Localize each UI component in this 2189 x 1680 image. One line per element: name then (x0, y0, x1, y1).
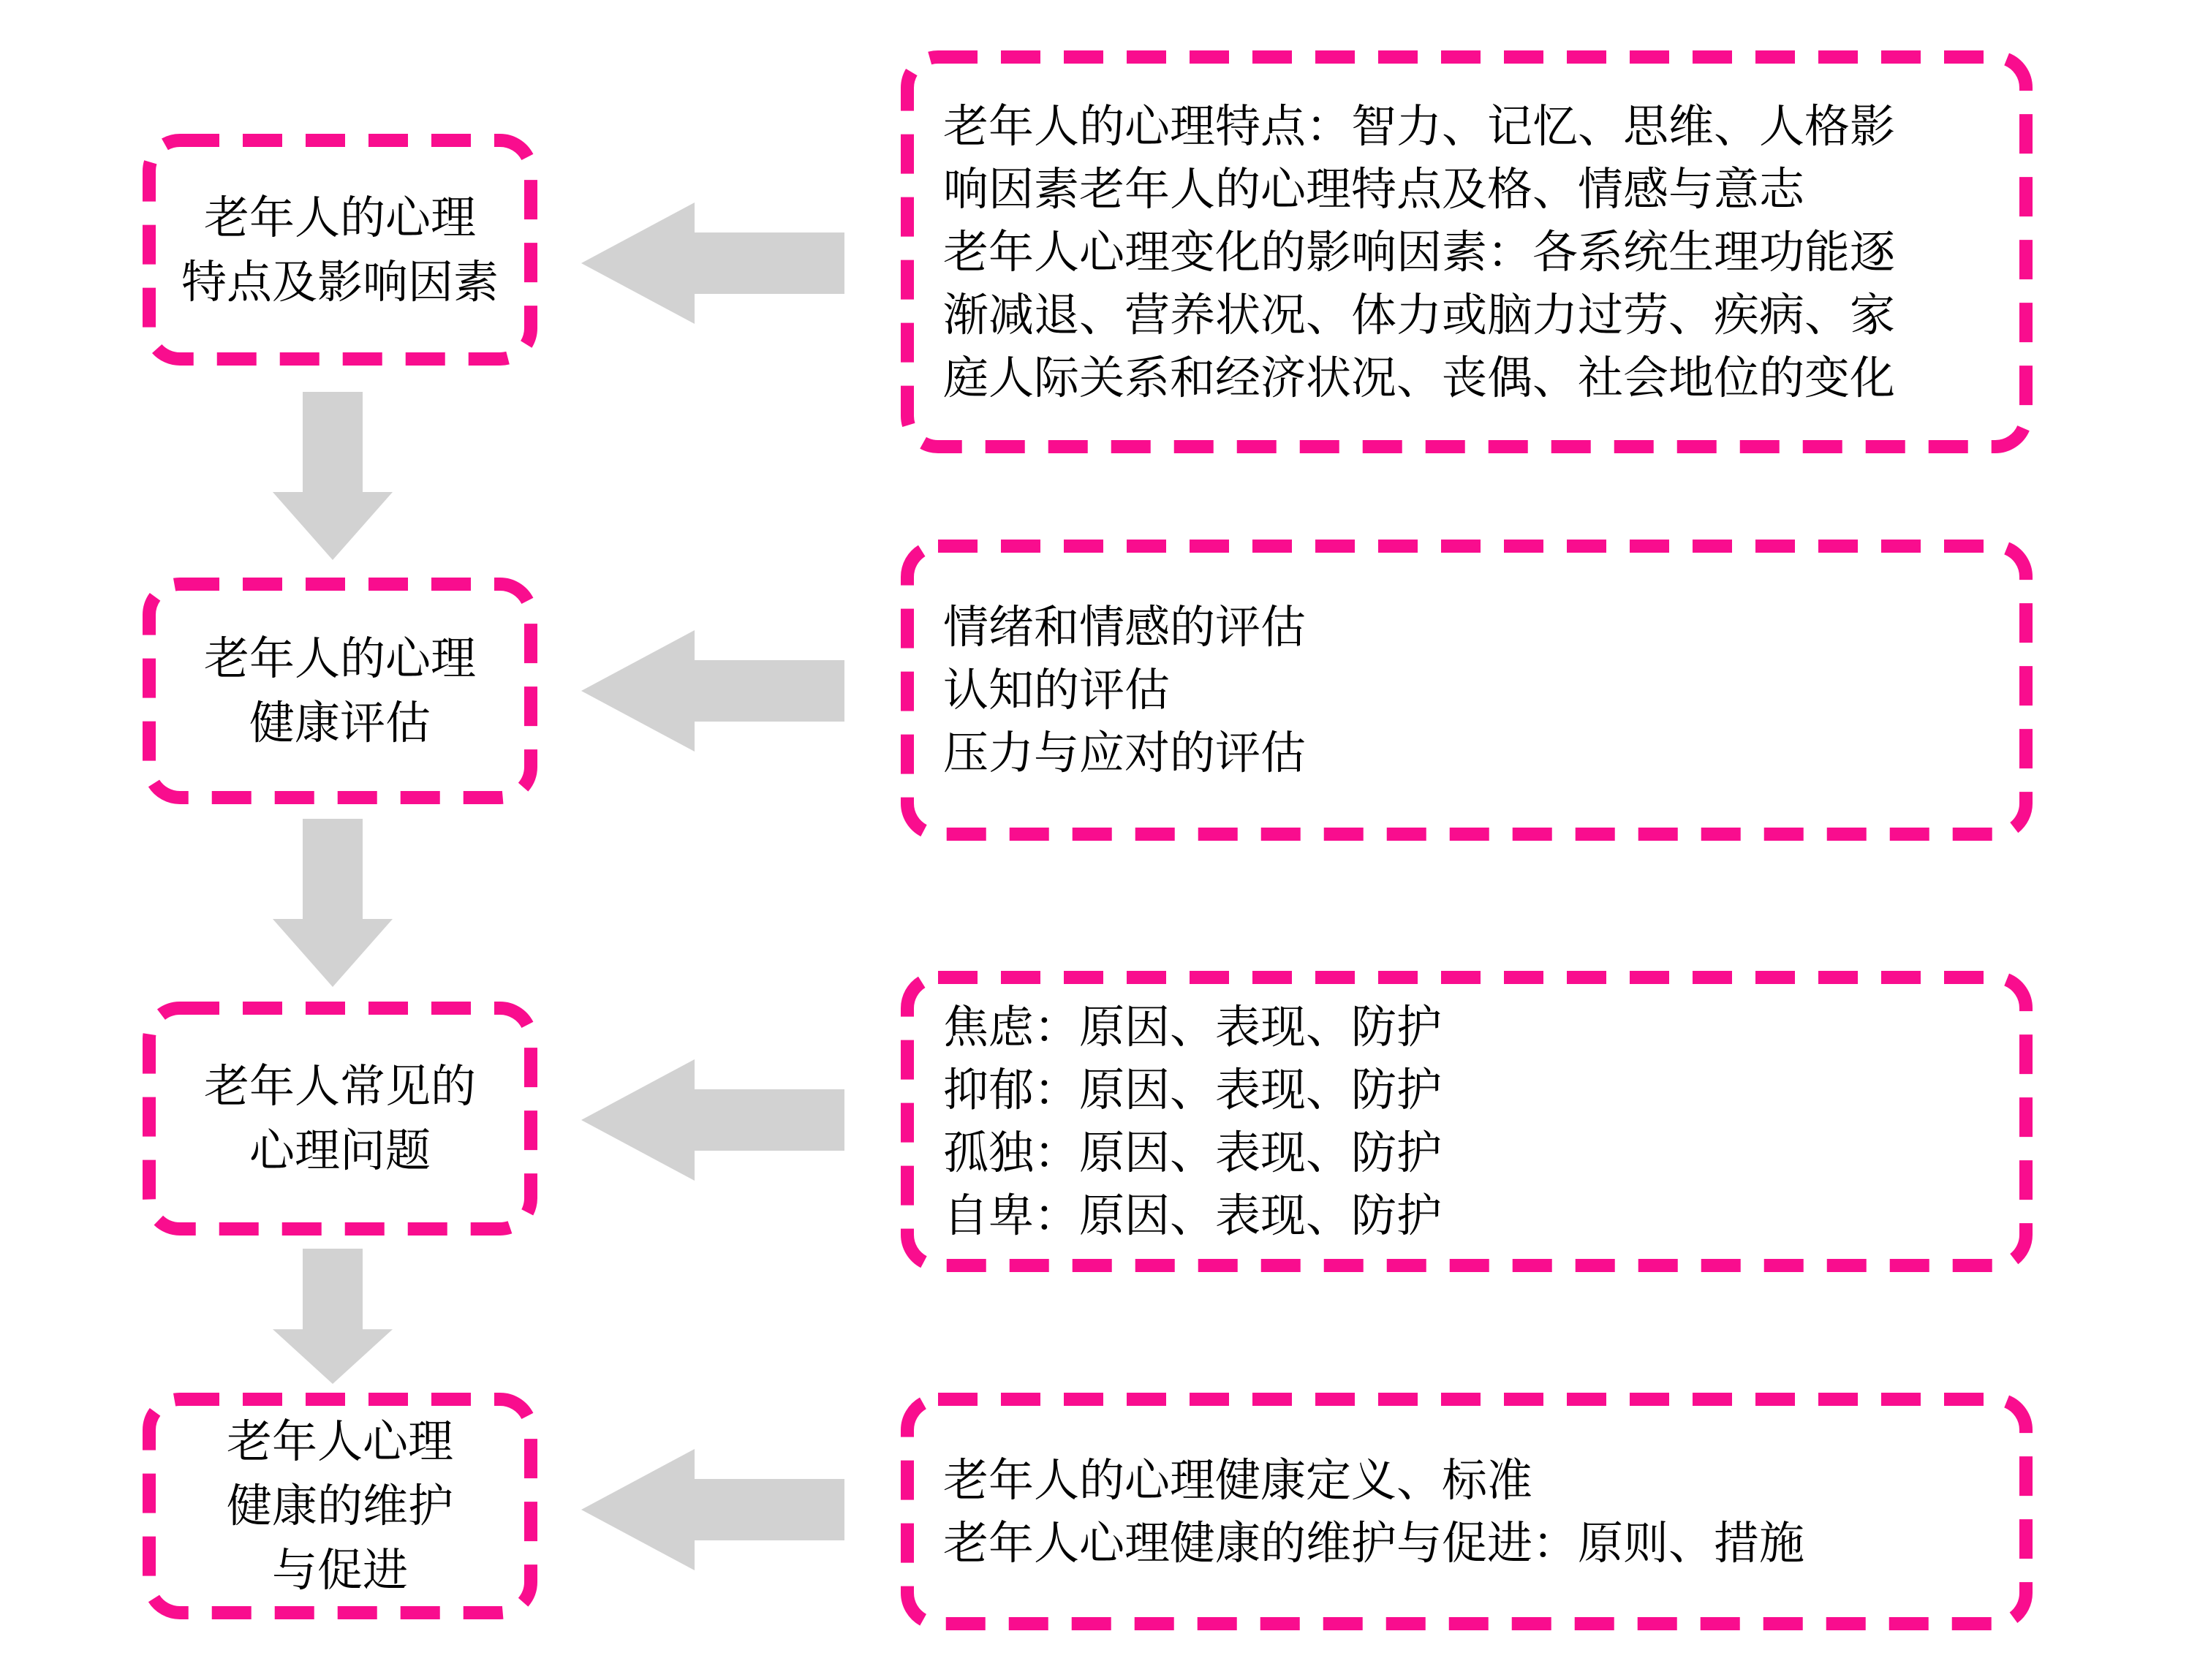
detail-line: 自卑：原因、表现、防护 (943, 1189, 1443, 1242)
topic-line: 老年人心理 (226, 1415, 453, 1468)
detail-box-health-promotion (901, 1393, 2033, 1630)
arrow-down-icon (273, 392, 393, 560)
detail-line: 老年人心理变化的影响因素：各系统生理功能逐 (943, 224, 1896, 279)
topic-line: 健康评估 (249, 696, 431, 749)
topic-line: 健康的维护 (226, 1479, 453, 1532)
topic-line: 特点及影响因素 (181, 254, 499, 309)
arrow-down-icon (273, 1249, 393, 1384)
arrow-left-icon (581, 630, 844, 752)
topic-box-psych-traits (143, 134, 537, 366)
topic-box-common-problems (143, 1002, 537, 1236)
arrow-left-icon (581, 203, 844, 324)
arrow-left-icon (581, 1059, 844, 1181)
topic-line: 老年人的心理 (203, 632, 476, 685)
topic-line: 老年人的心理 (203, 190, 476, 244)
detail-box-health-assessment (901, 540, 2033, 841)
topic-line: 心理问题 (249, 1124, 431, 1177)
detail-line: 庭人际关系和经济状况、丧偶、社会地位的变化 (943, 350, 1896, 404)
detail-line: 焦虑：原因、表现、防护 (943, 1000, 1443, 1053)
detail-line: 情绪和情感的评估 (943, 600, 1307, 654)
topic-box-health-promotion (143, 1393, 537, 1619)
detail-line: 渐减退、营养状况、体力或脑力过劳、疾病、家 (943, 287, 1896, 341)
topic-line: 老年人常见的 (203, 1059, 476, 1113)
detail-line: 孤独：原因、表现、防护 (943, 1126, 1443, 1179)
arrow-left-icon (581, 1449, 844, 1570)
detail-line: 抑郁：原因、表现、防护 (943, 1063, 1443, 1116)
arrow-down-icon (273, 819, 393, 987)
detail-line: 老年人的心理特点：智力、记忆、思维、人格影 (943, 99, 1896, 153)
detail-box-psych-traits (901, 50, 2033, 453)
detail-line: 响因素老年人的心理特点及格、情感与意志 (943, 162, 1805, 216)
detail-line: 老年人的心理健康定义、标准 (943, 1453, 1533, 1507)
topic-line: 与促进 (271, 1543, 408, 1597)
detail-line: 压力与应对的评估 (943, 726, 1307, 779)
topic-box-health-assessment (143, 578, 537, 804)
detail-line: 认知的评估 (943, 663, 1171, 716)
detail-line: 老年人心理健康的维护与促进：原则、措施 (943, 1516, 1805, 1570)
detail-box-common-problems (901, 971, 2033, 1272)
